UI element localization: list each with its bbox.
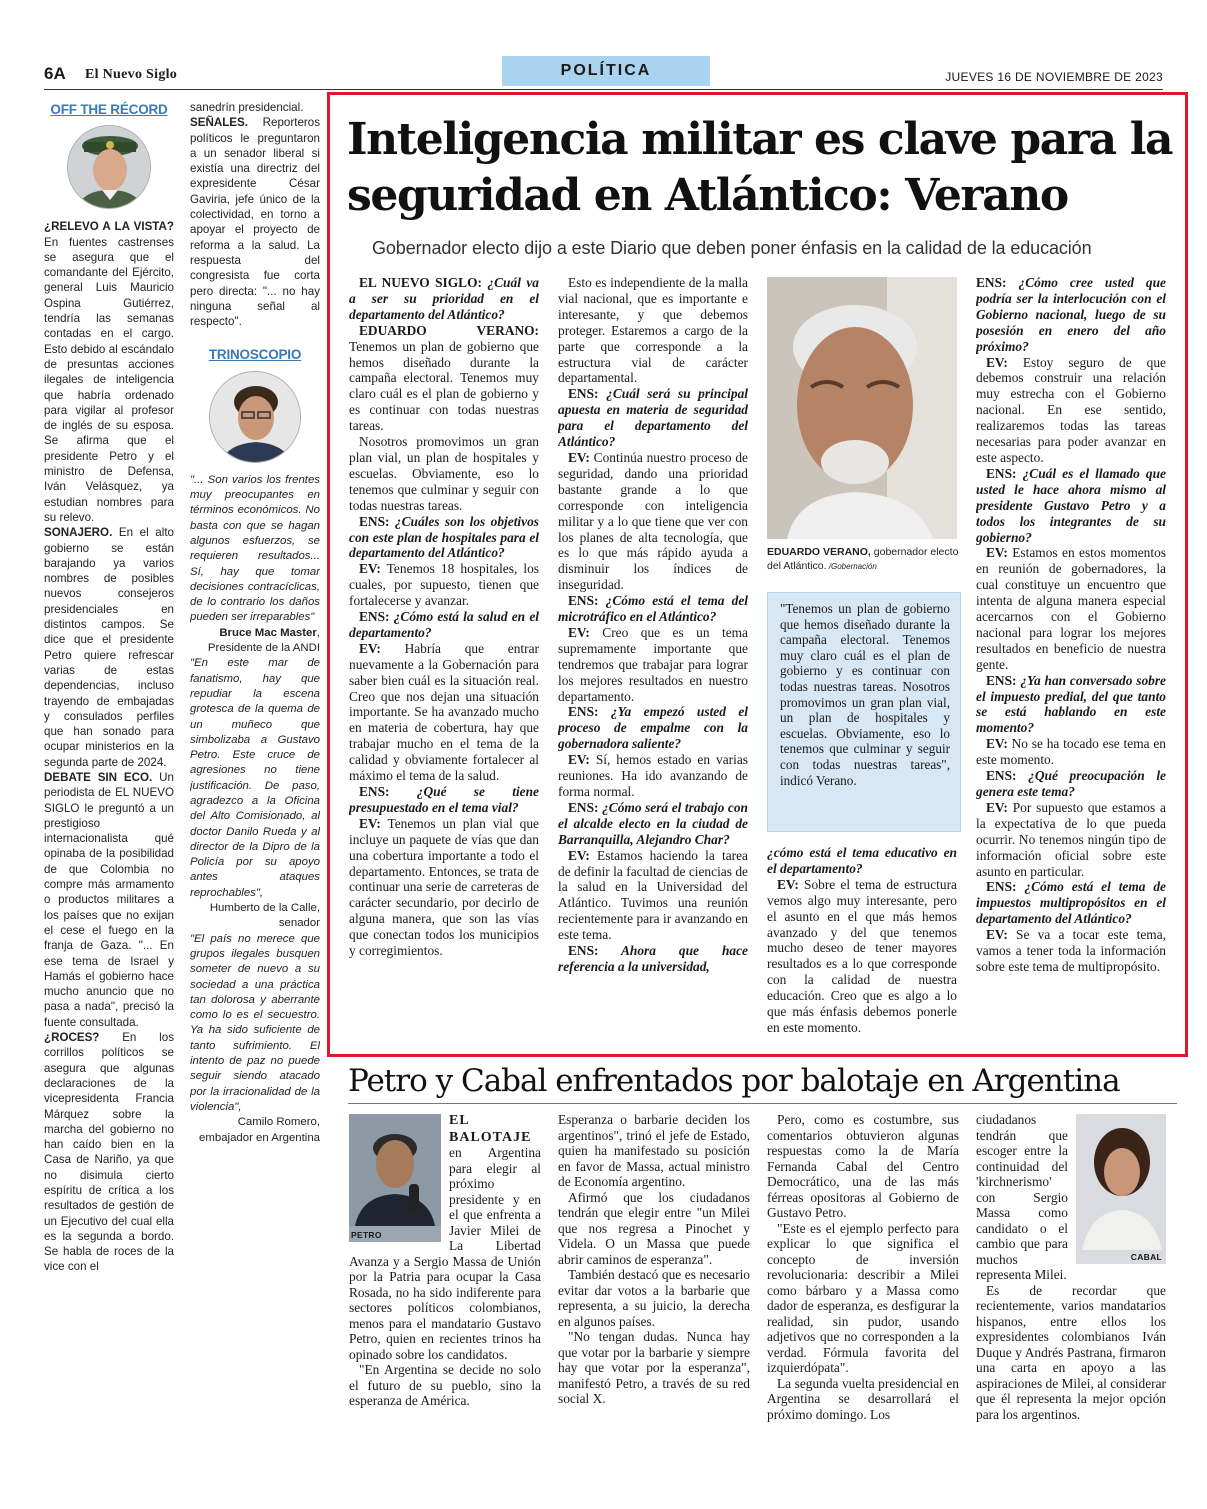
tweet-quote: "En este mar de fanatismo, hay que repudiar la escena grotesca de la quema de un muñeco que simbolizaba a Gustavo Petro. Este cruce de agresiones no tiene justificación. De paso, agradezco a la Oficina del Alto Comisionado, al doctor Danilo Rueda y al director de la Dipro de la Policía por su apoyo antes ataques reprochables",: [190, 657, 320, 899]
off-record-item: [44, 219, 174, 525]
interview-question: [976, 879, 1166, 927]
off-record-item-text: Reporteros políticos le preguntaron a un senador liberal si existía una directriz del expresidente César Gaviria, jefe único de la colectividad, en torno a apoyar el proyecto de reforma a la salud. La respuesta del congresista fue corta pero directa: "... no hay ninguna señal al respecto".: [190, 116, 320, 329]
off-record-item: [44, 1030, 174, 1275]
interview-answer: [976, 736, 1166, 768]
tweet-quote: "... Son varios los frentes muy preocupantes en términos económicos. No basta con que se hagan algunos esfuerzos, se requieren resultados... Sí, hay que tomar decisiones contracíclicas, de lo contrario los daños pueden ser irreparables": [190, 473, 320, 624]
interview-question: [558, 704, 748, 752]
interview-answer: [558, 752, 748, 800]
speaker-label: EDUARDO VERANO:: [359, 322, 539, 338]
off-record-text: [44, 219, 174, 1274]
tweet-author-name: Bruce Mac Master: [219, 626, 317, 639]
trinoscopio-quotes: [190, 473, 320, 1146]
speaker-label: EV:: [568, 752, 590, 768]
off-record-continued: [190, 100, 320, 329]
speaker-label: EL NUEVO SIGLO:: [359, 275, 482, 290]
question-text: ¿Cómo será el trabajo con el alcalde electo en la ciudad de Barranquilla, Alejandro Char?: [558, 799, 748, 847]
speaker-label: ENS:: [986, 879, 1017, 895]
tweet-author: [190, 626, 320, 657]
question-text: ¿Cómo está el tema de impuestos multipropósitos en el departamento del Atlántico?: [976, 879, 1166, 927]
petro-caption: PETRO: [351, 1230, 382, 1240]
balotaje-column-2: [558, 1112, 750, 1502]
question-text: ¿Cuál será su principal apuesta en materia de seguridad para el departamento del Atlántico?: [558, 386, 748, 450]
interview-column-1: [349, 275, 539, 1045]
tweet-author: [190, 901, 320, 932]
interview-answer: [976, 800, 1166, 880]
speaker-label: EV:: [568, 847, 590, 863]
off-record-item-lead: ¿ROCES?: [44, 1031, 100, 1045]
answer-text: Se va a tocar este tema, vamos a tener toda la información sobre este tema de multipropósito.: [976, 927, 1166, 974]
article-paragraph: También destacó que es necesario evitar dar votos a la barbarie que representa, a su juicio, la derecha en algunos países.: [558, 1267, 750, 1329]
speaker-label: EV:: [986, 545, 1008, 561]
off-record-column: [44, 100, 174, 1500]
speaker-label: ENS:: [568, 943, 599, 959]
speaker-label: EV:: [359, 815, 381, 831]
answer-text: Habría que entrar nuevamente a la Gobernación para saber bien cuál es la situación real. Creo que nos dejan una situación importante. Se ha avanzado mucho en materia de cobertura, hay que trabajar mucho en el tema de la calidad y obviamente fortalecer al máximo el tema de la salud.: [349, 640, 539, 784]
question-text: ¿Cuál es el llamado que usted le hace ahora mismo al presidente Gustavo Petro y a todos los integrantes de su gobierno?: [976, 465, 1166, 545]
answer-text: Creo que es un tema supremamente importante que tendremos que trabajar para lograr los mejores resultados en nuestro departamento.: [558, 624, 748, 704]
second-headline: Petro y Cabal enfrentados por balotaje en Argentina: [348, 1063, 1120, 1099]
tweet-quote: "El país no merece que grupos ilegales busquen someter de nuevo a su sociedad a una práctica tan dolorosa y aberrante como lo es el secuestro. Ya ha sido suficiente de tanto sufrimiento. El intento de paz no puede seguir siendo atacado por la irracionalidad de la violencia",: [190, 932, 320, 1113]
interview-column-4: [976, 275, 1166, 1045]
tweet-author: [190, 1115, 320, 1146]
question-text: ¿Cómo cree usted que podría ser la interlocución con el Gobierno nacional, luego de su posesión en enero del año próximo?: [976, 275, 1166, 354]
balotaje-column-4: [976, 1112, 1166, 1502]
answer-text: Sobre el tema de estructura vemos algo muy interesante, pero el asunto en el que más hemos avanzado y del que tenemos mucho deseo de tener mayores resultados es a lo que corresponde con la calidad de nuestra educación. Creo que es algo a lo que más énfasis debemos ponerle en este momento.: [767, 876, 957, 1035]
off-record-item-text: sanedrín presidencial.: [190, 101, 304, 114]
interview-answer: [558, 450, 748, 593]
off-record-item: [190, 115, 320, 329]
article-paragraph: Esperanza o barbarie deciden los argentinos", trinó el jefe de Estado, quien ha manifestado su posición en favor de Massa, actual ministro de Economía argentino.: [558, 1112, 750, 1189]
balotaje-column-4-text: [976, 1283, 1166, 1423]
off-record-item-lead: DEBATE SIN ECO.: [44, 770, 153, 784]
speaker-label: EV:: [986, 354, 1008, 370]
question-text: ¿Cuál va a ser su prioridad en el departamento del Atlántico?: [349, 275, 539, 322]
balotaje-column-1: PETRO EL BALOTAJE en Argentina para elegir al próximo presidente y en el que enfrenta a Javier Milei de La Libertad Avanza y a Sergio Massa de Unión por la Patria para ocupar la Casa Rosada, no ha sido indiferente para sectores políticos colombianos, menos para el mandatario Gustavo Petro, quien en recientes trinos ha opinado sobre los candidatos. "En Argentina se decide no solo el futuro de su pueblo, sino la esperanza de América.: [349, 1113, 541, 1408]
speaker-label: EV:: [986, 736, 1008, 752]
interview-question: [976, 275, 1166, 355]
speaker-label: ENS:: [359, 513, 390, 529]
speaker-label: EV:: [986, 927, 1008, 943]
interview-question: [558, 943, 748, 975]
tweet-author-role: , Presidente de la ANDI: [207, 626, 320, 655]
question-text: ¿cómo está el tema educativo en el departamento?: [767, 845, 957, 876]
interview-answer: [349, 561, 539, 609]
interview-question: [558, 800, 748, 848]
speaker-label: ENS:: [568, 593, 599, 609]
off-record-item-lead: ¿RELEVO A LA VISTA?: [44, 220, 174, 234]
answer-text: Estoy seguro de que debemos construir una relación muy estrecha con el Gobierno nacional. En ese sentido, realizaremos todas las tareas necesarias para poder avanzar en este aspecto.: [976, 354, 1166, 465]
header-rule: [44, 89, 1163, 90]
speaker-label: ENS:: [568, 386, 599, 402]
speaker-label: ENS:: [568, 704, 599, 720]
pull-quote: "Tenemos un plan de gobierno que hemos diseñado durante la campaña electoral. Tenemos muy claro cuál es el plan de gobierno y es continuar con todas nuestras tareas. Nosotros promovimos un gran plan vial, un plan de hospitales y escuelas. Obviamente, eso lo tenemos que culminar y seguir con todas nuestras tareas", indicó Verano.: [767, 592, 961, 832]
interview-answer: [976, 355, 1166, 466]
general-portrait: [67, 125, 151, 209]
interview-answer: [349, 323, 539, 434]
answer-text: Estamos en estos momentos en reunión de gobernadores, la cual constituye un encuentro que intenta de alguna manera especial acercarnos con el Gobierno nacional para lograr los mejores resultados en beneficio de nuestra gente.: [976, 545, 1166, 672]
issue-date: JUEVES 16 DE NOVIEMBRE DE 2023: [945, 70, 1163, 84]
interview-answer: [349, 816, 539, 959]
tweet-author-role: Humberto de la Calle, senador: [209, 902, 320, 930]
main-deck: Gobernador electo dijo a este Diario que deben poner énfasis en la calidad de la educación: [372, 238, 1092, 258]
answer-text: Nosotros promovimos un gran plan vial, un plan de hospitales y escuelas. Obviamente, eso lo tenemos que culminar y seguir con todas nuestras tareas.: [349, 434, 539, 513]
off-record-item: [190, 100, 320, 115]
speaker-label: EV:: [777, 876, 799, 892]
off-record-item: [44, 770, 174, 1030]
speaker-label: ENS:: [986, 465, 1017, 481]
balotaje-column-1-text: [349, 1362, 541, 1409]
interview-question: [558, 386, 748, 450]
interview-answer: [558, 625, 748, 705]
speaker-label: ENS:: [359, 609, 390, 625]
speaker-label: ENS:: [986, 768, 1017, 784]
answer-text: Esto es independiente de la malla vial nacional, que es importante e interesante, y que debemos proteger. Estaremos a cargo de la parte que corresponde a la estructura vial de carácter departamental.: [558, 275, 748, 386]
article-paragraph: Pero, como es costumbre, sus comentarios obtuvieron algunas respuestas como la de María Fernanda Cabal del Centro Democrático, una de las más férreas opositoras al Gobierno de Gustavo Petro.: [767, 1112, 959, 1220]
interview-question: [767, 845, 957, 877]
speaker-label: ENS:: [359, 784, 390, 799]
page-number: 6A: [44, 64, 66, 83]
article-paragraph: Es de recordar que recientemente, varios mandatarios hispanos, entre ellos los expresidentes colombianos Iván Duque y Andrés Pastrana, firmaron una carta en apoyo a las aspiraciones de Milei, al considerar que él representa la mejor opción para los argentinos.: [976, 1282, 1166, 1422]
question-text: ¿Ya han conversado sobre el impuesto predial, del que tanto se está hablando en este momento?: [976, 672, 1166, 736]
speaker-label: EV:: [568, 449, 590, 465]
trinoscopio-kicker: TRINOSCOPIO: [208, 347, 302, 363]
answer-text: Por supuesto que estamos a la expectativa de lo que pueda ocurrir. No tenemos ningún tipo de información oficial sobre este asunto en particular.: [976, 799, 1166, 879]
verano-photo-caption: EDUARDO VERANO, gobernador electo del Atlántico. /Gobernación: [767, 546, 959, 572]
interview-question: [976, 466, 1166, 546]
off-record-item-text: En el alto gobierno se están barajando ya varios nombres de posibles nuevos consejeros presidenciales en distintos campos. Se dice que el presidente Petro quiere refrescar varias de estas dependencias, incluso trayendo de embajadas y consulados perfiles que han sonado para ocupar ministerios en la segunda parte de 2024.: [44, 526, 174, 769]
off-record-item: [44, 525, 174, 770]
off-record-kicker: OFF THE RÉCORD: [50, 102, 168, 117]
off-record-item-text: En los corrillos políticos se asegura que algunas declaraciones de la vicepresidenta Francia Márquez sobre la marcha del gobierno no han caído bien en la Casa de Nariño, ya que no disimula cierto espíritu de crítica a los resultados de gestión de un Ejecutivo del cual ella es la segunda a bordo. Se habla de roces de la vice con el: [44, 1031, 174, 1274]
interview-answer: [349, 434, 539, 514]
interview-answer: [558, 275, 748, 386]
answer-text: No se ha tocado ese tema en este momento.: [976, 736, 1166, 768]
speaker-label: ENS:: [986, 672, 1017, 688]
speaker-label: EV:: [986, 799, 1008, 815]
cabal-photo: [1076, 1114, 1166, 1264]
interview-question: [349, 514, 539, 562]
off-record-item-text: Un periodista de EL NUEVO SIGLO le preguntó a un prestigioso internacionalista qué opinaba de la posibilidad de que Colombia no compre más armamento o productos militares a los países que no exijan el cese el fuego en la franja de Gaza. "... En ese tema de Israel y Hamás el gobierno hace mucho anuncio que no pasa a nada", precisó la fuente consultada.: [44, 770, 174, 1029]
interview-question: [349, 784, 539, 816]
interview-question: [558, 593, 748, 625]
interview-column-2: [558, 275, 748, 1045]
balotaje-column-3: [767, 1112, 959, 1502]
speaker-label: EV:: [359, 561, 381, 577]
answer-text: Tenemos 18 hospitales, los cuales, por supuesto, tienen que fortalecerse y avanzar.: [349, 561, 539, 609]
interview-question: [349, 609, 539, 641]
answer-text: Sí, hemos estado en varias reuniones. Ha ido avanzando de forma normal.: [558, 752, 748, 799]
interview-question: [976, 673, 1166, 737]
speaker-label: ENS:: [568, 799, 599, 815]
section-label: POLÍTICA: [502, 56, 710, 86]
question-text: ¿Cómo está la salud en el departamento?: [349, 609, 539, 640]
main-headline: Inteligencia militar es clave para la seguridad en Atlántico: Verano: [347, 114, 1173, 221]
cabal-caption: CABAL: [1130, 1252, 1162, 1262]
off-record-item-lead: SEÑALES.: [190, 116, 248, 130]
interview-answer: [558, 848, 748, 943]
second-headline-rule: [348, 1103, 1177, 1104]
interview-answer: [349, 641, 539, 784]
off-record-item-lead: SONAJERO.: [44, 526, 113, 540]
tweet-author-role: Camilo Romero, embajador en Argentina: [199, 1116, 320, 1144]
article-paragraph: "No tengan dudas. Nunca hay que votar por la barbarie y siempre hay que votar por la esperanza", manifestó Petro, a través de su red social X.: [558, 1329, 750, 1406]
verano-photo: [767, 277, 957, 539]
question-text: ¿Cuáles son los objetivos con este plan de hospitales para el departamento del Atlántico?: [349, 513, 539, 561]
balotaje-column-4-lead: ciudadanos tendrán que escoger entre la continuidad del 'kirchnerismo' con Sergio Massa como candidato o el cambio que para muchos representa Milei.: [976, 1112, 1068, 1282]
question-text: ¿Qué preocupación le genera este tema?: [976, 768, 1166, 799]
trinoscopio-column: [190, 100, 320, 1500]
speaker-label: EV:: [359, 640, 381, 656]
columnist-portrait: [209, 371, 301, 463]
off-record-item-text: En fuentes castrenses se asegura que el comandante del Ejército, general Luis Mauricio Ospina Gutiérrez, tendría las semanas contadas en el cargo. Esto debido al escándalo de presuntas acciones ilegales de inteligencia que habría ordenado para vigilar al profesor de inglés de su esposa. Se afirma que el presidente Petro y el ministro de Defensa, Iván Velásquez, ya estudian nombres para su relevo.: [44, 235, 174, 524]
article-paragraph: La segunda vuelta presidencial en Argentina se desarrollará el próximo domingo. Los: [767, 1375, 959, 1422]
newspaper-name: El Nuevo Siglo: [85, 67, 178, 82]
question-text: ¿Ya empezó usted el proceso de empalme con la gobernadora saliente?: [558, 704, 748, 752]
petro-photo: [349, 1114, 441, 1242]
interview-answer: [767, 877, 957, 1036]
speaker-label: ENS:: [976, 275, 1007, 290]
question-text: ¿Cómo está el tema del microtráfico en el Atlántico?: [558, 593, 748, 625]
answer-text: Continúa nuestro proceso de seguridad, dando una prioridad bastante grande a lo que corresponde con inteligencia militar y a lo que tiene que ver con los planes de alta tecnología, que es lo que más rápido ayuda a disminuir los índices de inseguridad.: [558, 449, 748, 593]
article-paragraph: "En Argentina se decide no solo el futuro de su pueblo, sino la esperanza de América.: [349, 1362, 541, 1408]
speaker-label: EV:: [568, 624, 590, 640]
question-text: Ahora que hace referencia a la universidad,: [558, 943, 748, 974]
interview-question: [976, 768, 1166, 800]
answer-text: Tenemos un plan vial que incluye un paquete de vías que dan una cobertura importante a todo el departamento. Entonces, se trata de continuar una serie de carreteras de carácter secundario, por decirlo de alguna manera, que son las vías que conectan todos los municipios y corregimientos.: [349, 815, 539, 959]
article-paragraph: Afirmó que los ciudadanos tendrán que elegir entre "un Milei que nos regresa a Pinochet y Videla. O un Massa que puede abrir caminos de esperanza".: [558, 1189, 750, 1267]
article-paragraph: "Este es el ejemplo perfecto para explicar lo que significa el concepto de inversión revolucionaria: describir a Milei como bárbaro y a Massa como dador de esperanza, es desfigurar la realidad, sin pudor, usando adjetivos que no corresponden a la verdad. Fórmula favorita del izquierdópata".: [767, 1220, 959, 1375]
interview-answer: [976, 545, 1166, 672]
interview-answer: [976, 927, 1166, 975]
answer-text: Estamos haciendo la tarea de definir la facultad de ciencias de la salud en la Universidad del Atlántico. Tuvimos una reunión recientemente para ir avanzando en este tema.: [558, 847, 748, 943]
question-text: ¿Qué se tiene presupuestado en el tema vial?: [349, 784, 539, 815]
page-header: [0, 0, 1207, 92]
balotaje-lead: EL BALOTAJE: [449, 1113, 532, 1145]
answer-text: Tenemos un plan de gobierno que hemos diseñado durante la campaña electoral. Tenemos muy claro cuál es el plan de gobierno y es continuar con todas nuestras tareas.: [349, 338, 539, 434]
interview-question: [349, 275, 539, 323]
interview-column-3: [767, 845, 957, 1045]
